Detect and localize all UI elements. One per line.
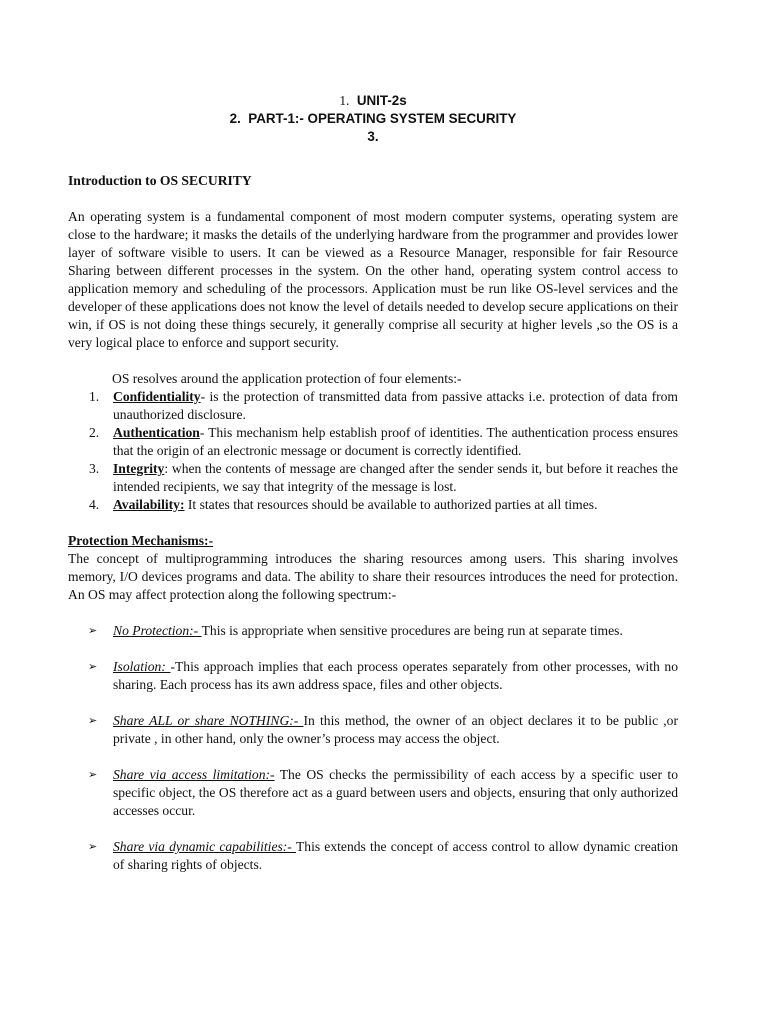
heading-item-1 <box>68 92 678 110</box>
element-text: : when the contents of message are changed after the sender sends it, but before it reaches the intended recipients, we say that integrity of the message is lost. <box>113 461 678 494</box>
list-item <box>68 766 678 820</box>
arrow-bullet-icon: ➢ <box>88 624 98 637</box>
protection-paragraph: The concept of multiprogramming introduces the sharing resources among users. This sharing involves memory, I/O devices programs and data. The ability to share their resources introduces the need for protection. An OS may affect protection along the following spectrum:- <box>68 551 678 602</box>
spectrum-term: Share via access limitation:- <box>113 767 275 782</box>
heading-item-2 <box>68 110 678 128</box>
spectrum-text: This is appropriate when sensitive procedures are being run at separate times. <box>201 623 623 638</box>
list-item <box>68 460 678 496</box>
list-item <box>68 496 678 514</box>
spectrum-text: In this method, the owner of an object declares it to be public ,or private , in other hand, only the owner’s process may access the object. <box>113 713 678 746</box>
protection-title: Protection Mechanisms:- <box>68 533 214 548</box>
heading-number: 3. <box>367 129 379 144</box>
spectrum-term: Isolation: <box>113 659 171 674</box>
elements-list <box>68 388 678 514</box>
spectrum-text: The OS checks the permissibility of each access by a specific user to specific object, the OS therefore act as a guard between users and objects, ensuring that only authorized accesses occur. <box>113 767 678 818</box>
spectrum-term: Share via dynamic capabilities:- <box>113 839 296 854</box>
spectrum-term: No Protection:- <box>113 623 202 638</box>
list-item <box>68 424 678 460</box>
element-text: - is the protection of transmitted data from passive attacks i.e. protection of data from unauthorized disclosure. <box>113 389 678 422</box>
document-page <box>68 92 678 892</box>
element-term: Availability: <box>113 497 185 512</box>
heading-number: 1. <box>339 93 350 108</box>
heading-number: 2. <box>229 111 241 126</box>
arrow-bullet-icon: ➢ <box>88 768 98 781</box>
list-item <box>68 622 678 640</box>
spectrum-text: -This approach implies that each process operates separately from other processes, with no sharing. Each process has its awn address space, files and other objects. <box>113 659 679 692</box>
heading-list <box>68 92 678 146</box>
element-text: - This mechanism help establish proof of identities. The authentication process ensures that the origin of an electronic message or document is correctly identified. <box>113 425 678 458</box>
elements-lead: OS resolves around the application protection of four elements:- <box>112 371 462 386</box>
intro-title: Introduction to OS SECURITY <box>68 173 252 188</box>
element-text: It states that resources should be available to authorized parties at all times. <box>184 497 598 512</box>
list-item <box>68 388 678 424</box>
heading-item-3 <box>68 128 678 146</box>
list-number: 1. <box>89 389 100 404</box>
list-number: 2. <box>89 425 100 440</box>
spectrum-text: This extends the concept of access control to allow dynamic creation of sharing rights of objects. <box>113 839 679 872</box>
list-number: 3. <box>89 461 100 476</box>
part-title: PART-1:- OPERATING SYSTEM SECURITY <box>248 111 517 126</box>
element-term: Confidentiality <box>113 389 201 404</box>
element-term: Authentication <box>113 425 200 440</box>
spectrum-list <box>68 622 678 874</box>
element-term: Integrity <box>113 461 165 476</box>
spectrum-term: Share ALL or share NOTHING:- <box>113 713 304 728</box>
arrow-bullet-icon: ➢ <box>88 660 98 673</box>
arrow-bullet-icon: ➢ <box>88 840 98 853</box>
list-item <box>68 658 678 694</box>
unit-title: UNIT-2s <box>356 93 407 108</box>
arrow-bullet-icon: ➢ <box>88 714 98 727</box>
list-item <box>68 838 678 874</box>
list-number: 4. <box>89 497 100 512</box>
list-item <box>68 712 678 748</box>
intro-paragraph: An operating system is a fundamental component of most modern computer systems, operating system are close to the hardware; it masks the details of the underlying hardware from the programmer and provides lower layer of software visible to users. It can be viewed as a Resource Manager, responsible for fair Resource Sharing between different processes in the system. On the other hand, operating system control access to application memory and scheduling of the processors. Application must be run like OS-level services and the developer of these applications does not know the level of details needed to develop secure applications on their win, if OS is not doing these things securely, it generally comprise all security at higher levels ,so the OS is a very logical place to enforce and support security. <box>68 209 678 350</box>
